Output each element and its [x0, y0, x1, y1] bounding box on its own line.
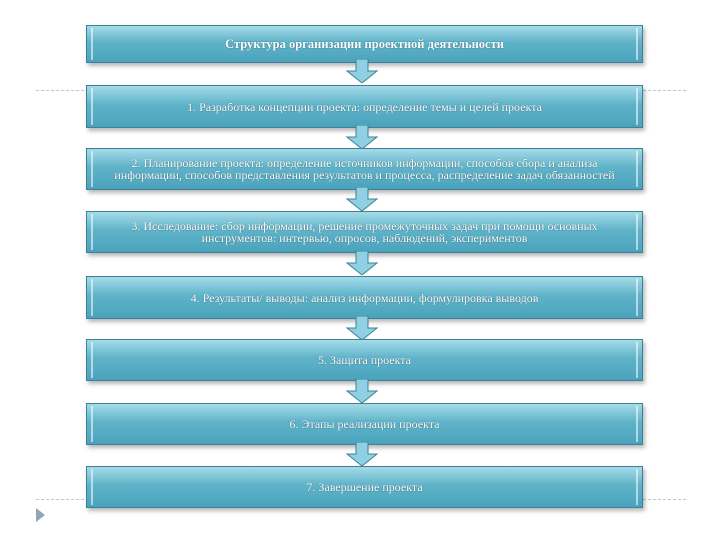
step-2-box — [86, 148, 643, 190]
step-4-box — [86, 276, 643, 319]
step-3-text: 3. Исследование: сбор информации, решение промежуточных задач при помощи основных инструментов: интервью, опросов, наблюдений, экспериментов — [131, 219, 598, 245]
slide-bullet-icon — [36, 508, 45, 522]
step-1-box — [86, 85, 643, 128]
step-6-text: 6. Этапы реализации проекта — [289, 417, 440, 431]
down-arrow-icon — [345, 442, 379, 466]
step-1-text: 1. Разработка концепции проекта: определение темы и целей проекта — [187, 99, 542, 114]
down-arrow-icon — [345, 59, 379, 83]
step-7-box — [86, 466, 643, 508]
step-5-box — [86, 339, 643, 381]
down-arrow-icon — [345, 316, 379, 340]
down-arrow-icon — [345, 187, 379, 211]
down-arrow-icon — [345, 251, 379, 275]
step-2-text: 2. Планирование проекта: определение источников информации, способов сбора и анализа информации, способов представления результатов и процесса, распределение задач обязанностей — [114, 156, 615, 182]
step-4-text: 4. Результаты/ выводы: анализ информации, формулировка выводов — [190, 290, 539, 305]
down-arrow-icon — [345, 125, 379, 149]
step-7-text: 7. Завершение проекта — [306, 480, 423, 494]
diagram-title-box — [86, 25, 643, 63]
step-3-box — [86, 211, 643, 253]
down-arrow-icon — [345, 379, 379, 403]
diagram-title: Структура организации проектной деятельности — [225, 37, 504, 51]
step-5-text: 5. Защита проекта — [318, 353, 411, 367]
step-6-box — [86, 403, 643, 445]
